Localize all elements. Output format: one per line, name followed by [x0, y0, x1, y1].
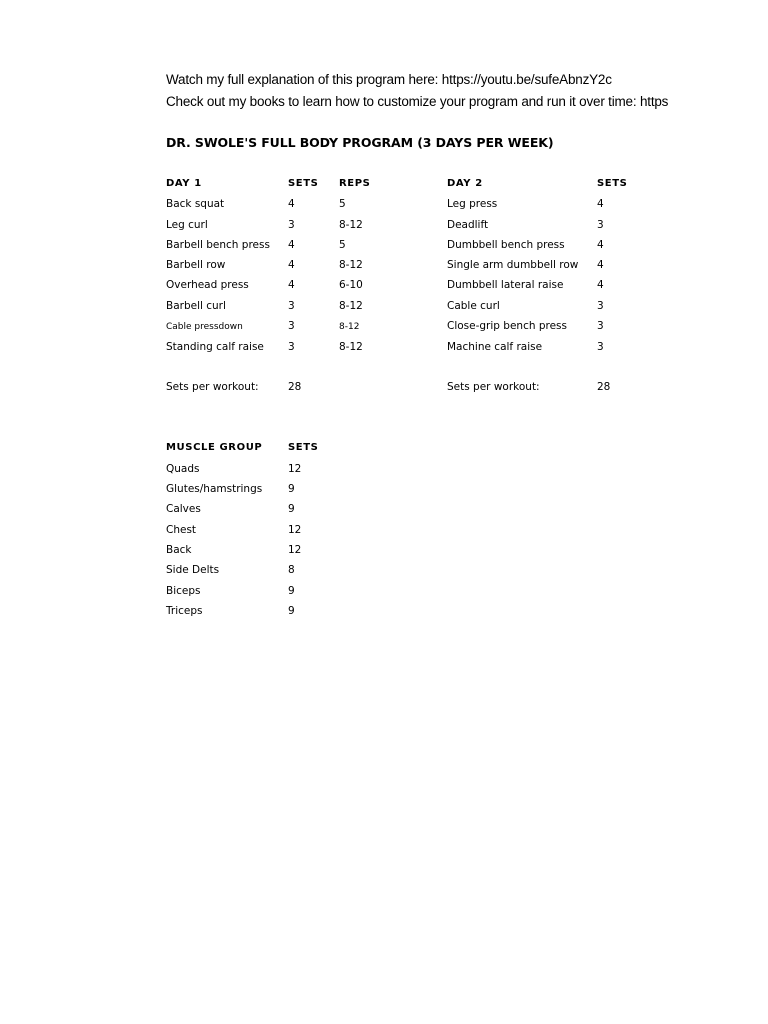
day2-exercise: Deadlift — [447, 219, 489, 231]
muscle-group-sets: 12 — [288, 463, 302, 475]
day1-exercise: Barbell bench press — [166, 239, 270, 251]
muscle-group-header: MUSCLE GROUP — [166, 442, 263, 453]
day1-exercise: Barbell curl — [166, 300, 226, 312]
day1-sets: 3 — [288, 300, 295, 312]
muscle-group-sets: 9 — [288, 605, 295, 617]
day1-reps: 5 — [339, 239, 346, 251]
muscle-group-name: Quads — [166, 463, 200, 475]
day2-header: DAY 2 — [447, 178, 483, 189]
muscle-group-sets: 9 — [288, 585, 295, 597]
muscle-group-sets: 9 — [288, 483, 295, 495]
day2-total: 28 — [597, 381, 611, 393]
day2-sets: 3 — [597, 219, 604, 231]
day1-reps-header: REPS — [339, 178, 371, 189]
muscle-group-sets-header: SETS — [288, 442, 319, 453]
day1-exercise: Overhead press — [166, 279, 249, 291]
day1-reps: 6-10 — [339, 279, 363, 291]
day2-sets: 3 — [597, 300, 604, 312]
intro-video-link-text[interactable]: Watch my full explanation of this program here: https://youtu.be/sufeAbnzY2c — [166, 72, 612, 87]
day1-exercise: Back squat — [166, 198, 225, 210]
day1-sets: 4 — [288, 198, 295, 210]
muscle-group-sets: 9 — [288, 503, 295, 515]
day2-exercise: Single arm dumbbell row — [447, 259, 579, 271]
muscle-group-sets: 12 — [288, 524, 302, 536]
day1-sets-header: SETS — [288, 178, 319, 189]
day2-sets-header: SETS — [597, 178, 628, 189]
muscle-group-name: Back — [166, 544, 192, 556]
day1-reps: 8-12 — [339, 300, 363, 312]
day2-exercise: Cable curl — [447, 300, 500, 312]
day2-sets: 3 — [597, 320, 604, 332]
day1-total-label: Sets per workout: — [166, 381, 259, 393]
day2-exercise: Leg press — [447, 198, 498, 210]
day1-header: DAY 1 — [166, 178, 202, 189]
day2-sets: 4 — [597, 279, 604, 291]
day1-sets: 3 — [288, 341, 295, 353]
day2-exercise: Close-grip bench press — [447, 320, 567, 332]
day1-reps: 8-12 — [339, 341, 363, 353]
day1-sets: 3 — [288, 320, 295, 332]
day2-exercise: Machine calf raise — [447, 341, 543, 353]
muscle-group-name: Chest — [166, 524, 197, 536]
day2-sets: 4 — [597, 259, 604, 271]
day2-sets: 4 — [597, 198, 604, 210]
muscle-group-sets: 12 — [288, 544, 302, 556]
day1-exercise: Leg curl — [166, 219, 208, 231]
day1-total: 28 — [288, 381, 302, 393]
day2-total-label: Sets per workout: — [447, 381, 540, 393]
day1-reps: 8-12 — [339, 219, 363, 231]
day1-exercise: Barbell row — [166, 259, 226, 271]
day1-sets: 3 — [288, 219, 295, 231]
intro-books-text: Check out my books to learn how to customize your program and run it over time: https — [166, 94, 669, 109]
day1-exercise: Cable pressdown — [166, 322, 243, 332]
day2-exercise: Dumbbell lateral raise — [447, 279, 564, 291]
muscle-group-name: Glutes/hamstrings — [166, 483, 263, 495]
muscle-group-sets: 8 — [288, 564, 295, 576]
day1-sets: 4 — [288, 239, 295, 251]
muscle-group-name: Calves — [166, 503, 201, 515]
day2-sets: 3 — [597, 341, 604, 353]
program-title: DR. SWOLE'S FULL BODY PROGRAM (3 DAYS PER WEEK) — [166, 135, 554, 150]
day1-exercise: Standing calf raise — [166, 341, 264, 353]
day2-exercise: Dumbbell bench press — [447, 239, 565, 251]
day1-reps: 5 — [339, 198, 346, 210]
muscle-group-name: Triceps — [166, 605, 203, 617]
day1-reps: 8-12 — [339, 322, 360, 332]
muscle-group-name: Biceps — [166, 585, 201, 597]
day1-sets: 4 — [288, 259, 295, 271]
day2-sets: 4 — [597, 239, 604, 251]
day1-reps: 8-12 — [339, 259, 363, 271]
muscle-group-name: Side Delts — [166, 564, 220, 576]
day1-sets: 4 — [288, 279, 295, 291]
